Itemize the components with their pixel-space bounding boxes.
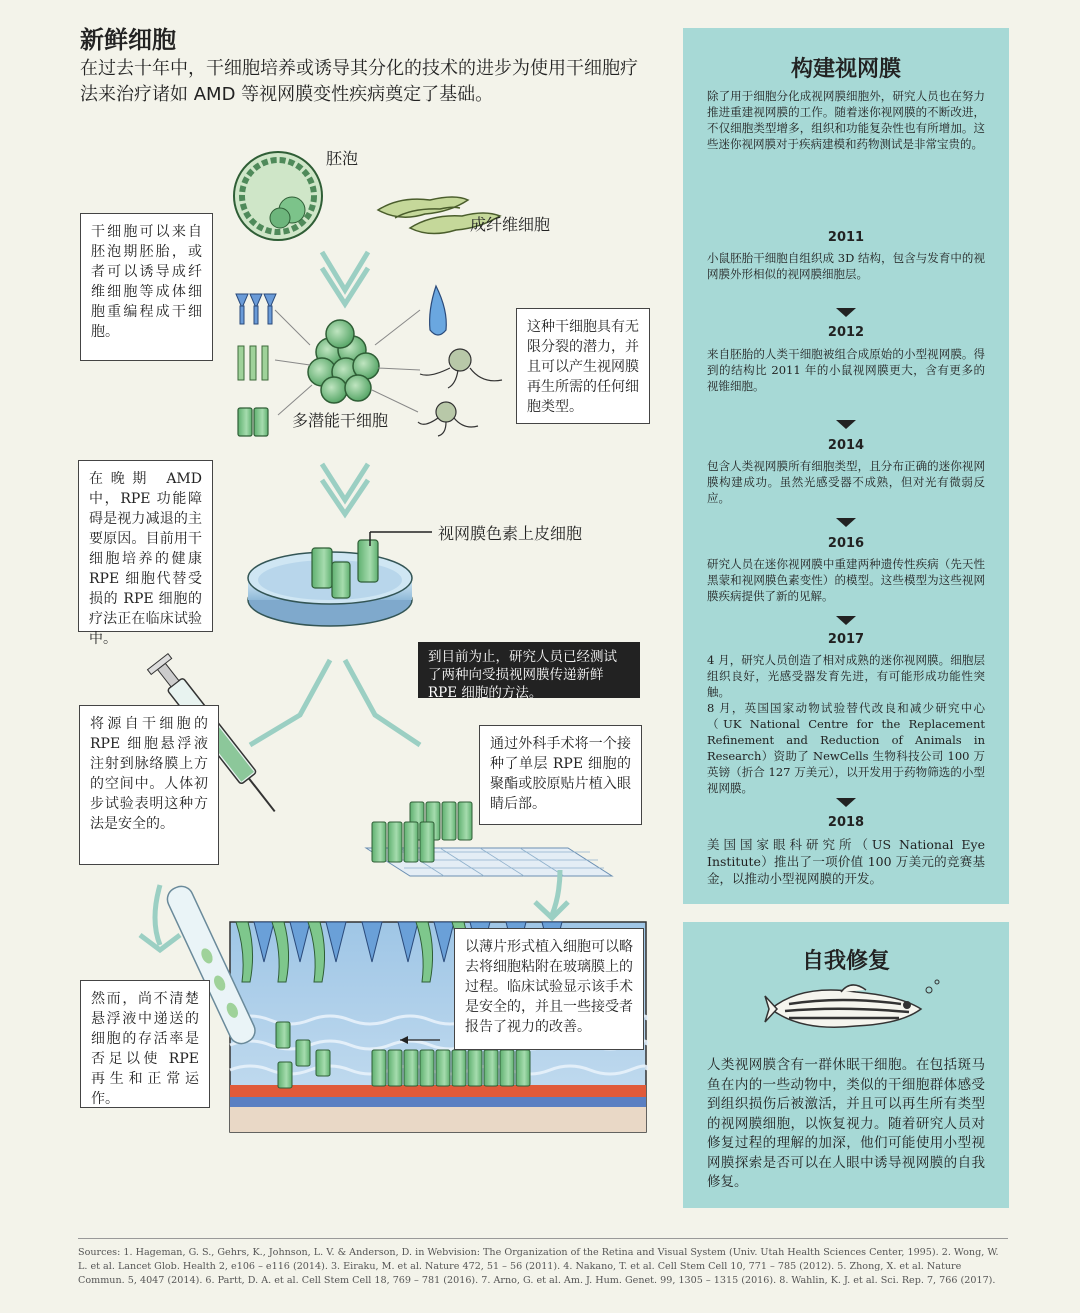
- rpe-cells-small: [238, 408, 268, 436]
- intro-text: 在过去十年中，干细胞培养或诱导其分化的技术的进步为使用干细胞疗法来治疗诸如 AMD 等视网膜变性疾病奠定了基础。: [80, 58, 638, 105]
- timeline-arrow-icon: [836, 308, 856, 317]
- page-title: 新鲜细胞: [80, 26, 176, 54]
- year-label: 2011: [827, 230, 865, 245]
- injection-box: 将源自干细胞的 RPE 细胞悬浮液注射到脉络膜上方的空间中。人体初步试验表明这种方法是安全的。: [79, 705, 219, 865]
- year-label: 2016: [827, 536, 865, 551]
- sheet-box: 以薄片形式植入细胞可以略去将细胞粘附在玻璃膜上的过程。临床试验显示该手术是安全的，并且一些接受者报告了视力的改善。: [454, 928, 644, 1050]
- label-rpe: 视网膜色素上皮细胞: [438, 524, 583, 543]
- year-label: 2012: [827, 325, 865, 340]
- timeline-text: 来自胚胎的人类干细胞被组合成原始的小型视网膜。得到的结构比 2011 年的小鼠视网膜更大，含有更多的视锥细胞。: [707, 347, 985, 393]
- sources-divider: [78, 1238, 1008, 1239]
- timeline-text: 研究人员在迷你视网膜中重建两种遗传性疾病（先天性黑蒙和视网膜色素变性）的模型。这些模型为这些视网膜疾病提供了新的见解。: [707, 557, 985, 603]
- label-fibroblast: 成纤维细胞: [470, 215, 551, 234]
- label-blastocyst: 胚泡: [326, 149, 359, 168]
- potential-box: 这种干细胞具有无限分裂的潜力，并且可以产生视网膜再生所需的任何细胞类型。: [516, 308, 650, 424]
- year-label: 2018: [827, 815, 865, 830]
- rod-cells-green: [238, 346, 268, 380]
- photoreceptor-cells-blue: [236, 294, 276, 324]
- survival-box: 然而，尚不清楚悬浮液中递送的细胞的存活率是否足以使 RPE 再生和正常运作。: [80, 980, 210, 1108]
- timeline-text: 包含人类视网膜所有细胞类型，且分布正确的迷你视网膜构建成功。虽然光感受器不成熟，但对光有微弱反应。: [707, 459, 985, 505]
- timeline-text: 小鼠胚胎干细胞自组织成 3D 结构，包含与发育中的视网膜外形相似的视网膜细胞层。: [707, 251, 985, 281]
- patch-box: 通过外科手术将一个接种了单层 RPE 细胞的聚酯或胶原贴片植入眼睛后部。: [479, 725, 642, 825]
- glial-cells: [418, 349, 502, 436]
- stem-source-box: 干细胞可以来自胚泡期胚胎，或者可以诱导成纤维细胞等成体细胞重编程成干细胞。: [80, 213, 213, 361]
- blastocyst-drawing: [234, 152, 322, 240]
- split-arrow: [250, 660, 420, 745]
- panel-title: 构建视网膜: [790, 57, 901, 82]
- year-label: 2017: [827, 632, 865, 647]
- panel2-title: 自我修复: [801, 949, 890, 974]
- sources-text: Sources: 1. Hageman, G. S., Gehrs, K., Johnson, L. V. & Anderson, D. in Webvision: The Organization of the Retina and Visual System (Univ. Utah Health Sciences Center, 1995). 2. Wong, W. L. et al. Lancet Glob. Health 2, e106 – e116 (2014). 3. Eiraku, M. et al. Nature 472, 51 – 56 (2011). 4. Nakano, T. et al. Cell Stem Cell 10, 771 – 785 (2012). 5. Zhong, X. et al. Nature Commun. 5, 4047 (2014). 6. Partt, D. A. et al. Cell Stem Cell 18, 769 – 781 (2016). 7. Arno, G. et al. Am. J. Hum. Genet. 99, 1305 – 1315 (2016). 8. Wahlin, K. J. et al. Sci. Rep. 7, 766 (2017).: [78, 1247, 999, 1286]
- amd-box: 在晚期 AMD 中，RPE 功能障碍是视力减退的主要原因。目前用干细胞培养的健康 RPE 细胞代替受损的 RPE 细胞的疗法正在临床试验中。: [78, 460, 213, 632]
- build-retina-panel: [683, 28, 1009, 904]
- timeline-arrow-icon: [836, 518, 856, 527]
- timeline-arrow-icon: [836, 616, 856, 625]
- timeline-text: 4 月，研究人员创造了相对成熟的迷你视网膜。细胞层组织良好，光感受器发育先进，有可能形成功能性突触。 8 月，英国国家动物试验替代改良和减少研究中心（UK National Centre for the Replacement Refinement and Reduction of Animals in Research）资助了 NewCells 生物科技公司 100 万英镑（折合 127 万美元），以开发用于药物筛选的小型视网膜。: [707, 653, 985, 795]
- neuron-blue: [430, 286, 447, 335]
- timeline-arrow-icon: [836, 420, 856, 429]
- arrow-down-1: [322, 252, 368, 304]
- zebrafish-icon: [761, 974, 941, 1044]
- timeline-text: 美国国家眼科研究所（US National Eye Institute）推出了一项价值 100 万美元的竞赛基金，以推动小型视网膜的开发。: [707, 837, 985, 886]
- year-label: 2014: [827, 438, 865, 453]
- timeline-arrow-icon: [836, 798, 856, 807]
- self-repair-panel: [683, 922, 1009, 1208]
- panel2-text: 人类视网膜含有一群休眠干细胞。在包括斑马鱼在内的一些动物中，类似的干细胞群体感受到组织损伤后被激活，并且可以再生所有类型的视网膜细胞，以恢复视力。随着研究人员对修复过程的理解的加深，他们可能使用小型视网膜探索是否可以在人眼中诱导视网膜的自我修复。: [707, 1057, 985, 1190]
- two-methods-box: 到目前为止，研究人员已经测试了两种向受损视网膜传递新鲜 RPE 细胞的方法。: [418, 642, 640, 698]
- pluripotent-cell-cluster: [308, 320, 379, 403]
- arrow-down-2: [322, 464, 368, 514]
- label-pluripotent: 多潜能干细胞: [292, 411, 389, 430]
- panel-intro: 除了用于细胞分化成视网膜细胞外，研究人员也在努力推进重建视网膜的工作。随着迷你视网膜的不断改进，不仅细胞类型增多，组织和功能复杂性也有所增加。这些迷你视网膜对于疾病建模和药物测试是非常宝贵的。: [707, 89, 985, 151]
